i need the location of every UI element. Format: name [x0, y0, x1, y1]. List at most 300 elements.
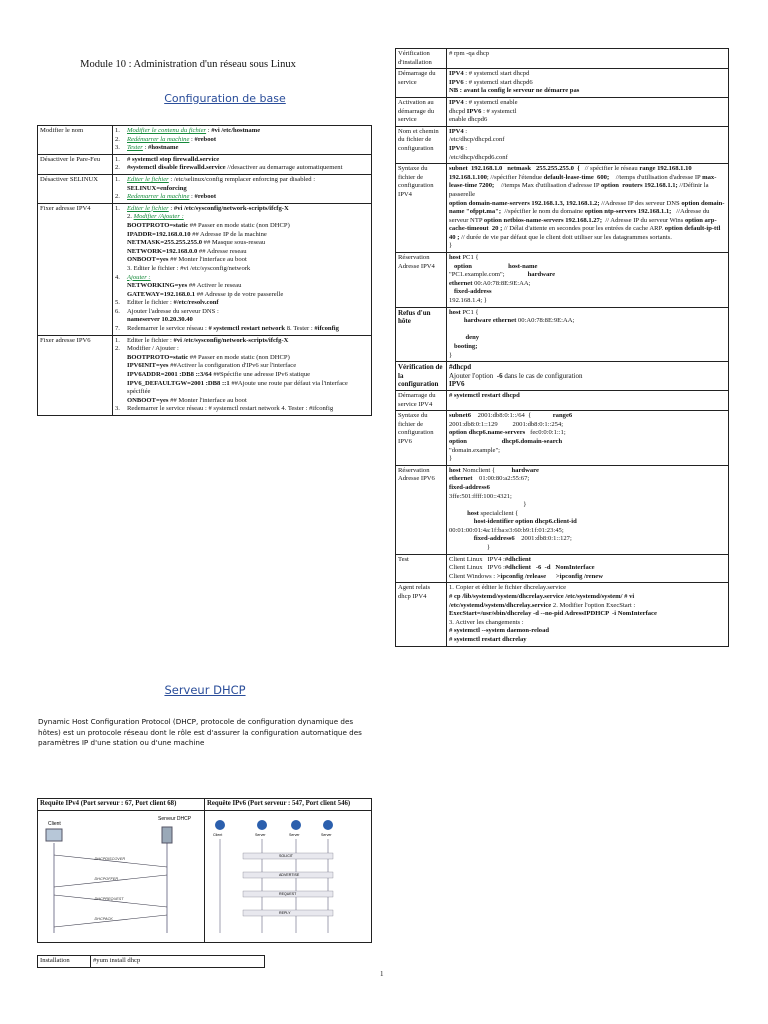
- text-run: hardware: [527, 271, 555, 279]
- text-run: ## Adresse reseau: [197, 247, 247, 255]
- text-run: //Adresse IP des serveur DNS: [599, 199, 682, 207]
- text-run: Editer le fichier :: [127, 336, 174, 344]
- step-number: 1.: [115, 175, 120, 183]
- content-line: [449, 271, 726, 280]
- content-line: [449, 334, 726, 343]
- step-line: [115, 316, 369, 325]
- dhcp-row-label: Nom et chemin du fichier de configuration: [396, 126, 447, 163]
- text-run: ##Spécifie une adresse IPv6 statique: [211, 371, 311, 379]
- text-run: host: [467, 509, 479, 517]
- content-line: [449, 116, 726, 125]
- dhcp-row-label: Réservation Adresse IPV4: [396, 253, 447, 308]
- content-line: [449, 309, 726, 318]
- step-text: [127, 362, 296, 371]
- step-line: [115, 371, 369, 397]
- content-line: [449, 343, 726, 352]
- step-text: [127, 222, 290, 231]
- step-text: [127, 299, 219, 308]
- step-number: [115, 222, 127, 231]
- text-run: // Délai d'attente en secondes pour les entrées de cache ARP.: [502, 225, 665, 233]
- dhcp-row-label: Syntaxe du fichier de configuration IPV6: [396, 411, 447, 466]
- text-run: ## Activer le reseau: [187, 282, 242, 290]
- text-run: [449, 334, 465, 341]
- step-line: [115, 308, 369, 317]
- content-line: [449, 242, 726, 251]
- text-run: Editer le fichier: [127, 175, 169, 183]
- dhcp-row-content: [447, 362, 729, 391]
- text-run: [449, 510, 467, 517]
- config-row-label: Désactiver SELINUX: [38, 174, 113, 203]
- text-run: #dhclient: [504, 555, 531, 563]
- text-run: Redemarrer le service réseau : # systemctl restart network 4. Tester : #ifconfig: [127, 405, 334, 413]
- dhcp-row-content: [447, 49, 729, 69]
- text-run: ## Masque sous-reseau: [202, 239, 266, 247]
- config-row-label: Modifier le nom: [38, 126, 113, 155]
- dhcp-row-label: Refus d'un hôte: [396, 307, 447, 362]
- step-text: [127, 291, 283, 300]
- dhcp-row: [396, 465, 729, 554]
- content-line: [449, 593, 726, 610]
- step-line: [115, 164, 369, 173]
- text-run: # systemctl restart dhcpd: [449, 391, 520, 399]
- step-line: [115, 213, 369, 222]
- content-line: [449, 447, 726, 456]
- config-row: [38, 335, 372, 415]
- text-run: 2. Modifier l'option ExecStart :: [551, 601, 636, 609]
- text-run: [449, 317, 464, 324]
- text-run: option arp-cache-timeout 20 ;: [449, 216, 717, 233]
- dhcp-table: [395, 48, 729, 647]
- dhcp-row-label: Activation au démarrage du service: [396, 97, 447, 126]
- text-run: "domain.example";: [449, 446, 500, 454]
- text-run: #vi /etc/hostname: [211, 127, 261, 134]
- install-command: #yum install dhcp: [91, 956, 265, 968]
- text-run: ethernet: [449, 279, 473, 287]
- text-run: ## Passer en mode static (non DHCP): [188, 221, 290, 229]
- text-run: IPV4: [449, 98, 464, 106]
- step-text: [127, 397, 247, 406]
- node-label: Server: [255, 832, 266, 837]
- text-run: #dhclient -6 -d NomInterface: [504, 564, 595, 572]
- text-run: subnet 192.168.1.0 netmask 255.255.255.0 {: [449, 165, 580, 173]
- text-run: :: [168, 204, 174, 212]
- config-heading: Configuration de base: [164, 92, 286, 105]
- dhcp-row-label: Agent relais dhcp IPV4: [396, 583, 447, 646]
- dhcp-row-content: [447, 390, 729, 410]
- dhcp-row: [396, 554, 729, 583]
- text-run: booting;: [453, 343, 478, 350]
- message-label: DHCPACK: [94, 916, 113, 921]
- content-line: [449, 99, 726, 108]
- content-line: [449, 556, 726, 565]
- message-label: DHCPREQUEST: [94, 896, 124, 901]
- dhcp-row: [396, 583, 729, 646]
- dhcp-row: [396, 69, 729, 98]
- text-run: : # systemctl: [481, 107, 517, 115]
- step-number: 2.: [115, 345, 120, 353]
- ipv4-request-header: Requête IPv4 (Port serveur : 67, Port client 68): [38, 799, 205, 811]
- content-line: [449, 527, 726, 536]
- text-run: #reboot: [194, 193, 217, 201]
- step-text: [127, 265, 250, 274]
- step-number: [115, 231, 127, 240]
- text-run: /etc/dhcp/dhcpd6.conf: [449, 153, 508, 161]
- text-run: dhcpd: [449, 107, 467, 115]
- dhcp-row: [396, 411, 729, 466]
- text-run: range 192.168.1.10 192.168.1.100: [449, 165, 699, 181]
- text-run: IPV6ADDR=2001 :DB8 ::3/64: [127, 371, 212, 379]
- step-line: [115, 176, 369, 185]
- step-line: [115, 337, 369, 346]
- content-line: [449, 564, 726, 573]
- text-run: [467, 438, 502, 445]
- text-run: Modifier le contenu du fichier: [127, 127, 207, 134]
- content-line: [449, 544, 726, 553]
- content-line: [449, 128, 726, 137]
- text-run: Client Linux IPV4 :: [449, 555, 505, 563]
- dhcp-row: [396, 126, 729, 163]
- dhcp-row-content: [447, 126, 729, 163]
- config-row: [38, 154, 372, 174]
- text-run: :: [142, 144, 149, 152]
- text-run: }: [449, 351, 453, 359]
- dhcp-row-content: [447, 97, 729, 126]
- content-line: [449, 79, 726, 88]
- step-line: [115, 248, 369, 257]
- content-line: [449, 50, 726, 59]
- content-line: [449, 263, 726, 272]
- step-text: [127, 205, 289, 214]
- text-run: 192.168.1.4; }: [449, 297, 487, 305]
- text-run: Redémarrer la machine: [127, 135, 190, 143]
- text-run: }: [449, 455, 453, 463]
- text-run: option default-ip-ttl 40 ;: [449, 225, 724, 241]
- content-line: [449, 484, 726, 493]
- text-run: BOOTPROTO=static: [127, 221, 189, 229]
- message-label: DHCPOFFER: [94, 876, 119, 881]
- text-run: fixed-address6: [449, 483, 490, 491]
- content-line: [449, 438, 726, 447]
- content-line: [449, 372, 726, 381]
- server-icon: [162, 827, 172, 843]
- step-number: 1.: [115, 127, 120, 134]
- text-run: default-lease-time 600;: [543, 173, 610, 181]
- step-text: [127, 136, 216, 145]
- text-run: Ajouter l'option: [449, 371, 497, 380]
- text-run: //Définir la passerelle: [449, 182, 711, 198]
- dhcp-row-content: [447, 554, 729, 583]
- step-number: 3.: [115, 144, 120, 152]
- step-text: [127, 282, 241, 291]
- text-run: ; //spécifier l'étendue: [486, 173, 544, 181]
- dhcp-row: [396, 164, 729, 253]
- config-row-steps: [113, 203, 372, 335]
- text-run: /etc/dhcp/dhcpd.conf: [449, 136, 505, 144]
- text-run: ## Monter l'interface au boot: [168, 396, 247, 404]
- dhcp-row: [396, 97, 729, 126]
- dhcp-row-label: Démarrage du service: [396, 69, 447, 98]
- ipv6-diagram-cell: [205, 810, 372, 943]
- step-text: [127, 405, 333, 414]
- ipv6-request-header: Requête IPv6 (Port serveur : 547, Port client 546): [205, 799, 372, 811]
- content-line: [449, 429, 726, 438]
- node-label: Client: [213, 832, 223, 837]
- text-run: option routers 192.168.1.1;: [600, 182, 678, 190]
- step-line: [115, 136, 369, 145]
- step-text: [127, 371, 369, 397]
- step-number: [115, 354, 127, 363]
- step-number: 5.: [115, 299, 120, 307]
- step-number: [115, 213, 127, 222]
- ipv4-diagram-cell: [38, 810, 205, 943]
- dhcp-row-content: [447, 411, 729, 466]
- step-line: [115, 354, 369, 363]
- step-text: [127, 185, 187, 194]
- text-run: : /etc/selinux/config remplacer enforcing par disabled :: [168, 175, 316, 183]
- content-line: [449, 467, 726, 476]
- step-line: [115, 274, 369, 283]
- text-run: :: [463, 144, 468, 152]
- text-run: # rpm -qa dhcp: [449, 50, 490, 57]
- text-run: # systemctl --system daemon-reload: [449, 627, 550, 635]
- dhcp-row-label: Test: [396, 554, 447, 583]
- text-run: // spécifier le réseau: [579, 165, 640, 173]
- step-text: [127, 127, 260, 136]
- step-line: [115, 193, 369, 202]
- text-run: : # systemctl start dhcpd6: [463, 78, 533, 86]
- text-run: 3ffe:501:ffff:100::4321;: [449, 492, 512, 500]
- content-line: [449, 610, 726, 619]
- step-text: [127, 354, 290, 363]
- text-run: #hostname: [148, 144, 179, 152]
- text-run: IPV6: [449, 78, 464, 86]
- step-line: [115, 256, 369, 265]
- text-run: //spécifier le nom du domaine: [501, 208, 585, 216]
- message-label: REQUEST: [279, 891, 297, 896]
- content-line: [449, 380, 726, 389]
- text-run: :: [206, 127, 212, 134]
- text-run: BOOTPROTO=static: [127, 353, 189, 361]
- step-number: [115, 248, 127, 257]
- content-line: [449, 573, 726, 582]
- step-line: [115, 397, 369, 406]
- text-run: IPV4: [449, 127, 464, 135]
- text-run: }: [449, 242, 453, 250]
- text-run: ##Ajoute une route par défaut via l'interface spécifiée: [127, 379, 348, 396]
- config-row-label: Fixer adresse IPV6: [38, 335, 113, 415]
- text-run: ONBOOT=yes: [127, 396, 169, 404]
- step-number: 2.: [115, 164, 120, 172]
- text-run: IPV6INIT=yes: [127, 362, 169, 370]
- text-run: Ajouter :: [127, 273, 151, 281]
- step-number: 1.: [115, 155, 120, 163]
- install-label: Installation: [38, 956, 91, 968]
- text-run: "PC1.example.com";: [449, 271, 528, 279]
- dhcp-intro: Dynamic Host Configuration Protocol (DHCP, protocole de configuration dynamique des hôtes) est un protocole réseau dont le rôle est d'assurer la configuration automatique des paramètres IP d'une station ou d'une machine: [38, 717, 362, 748]
- content-line: [449, 200, 726, 243]
- text-run: #dhcpd: [449, 363, 472, 372]
- content-line: [449, 584, 726, 593]
- text-run: Client Windows :: [449, 572, 497, 580]
- text-run: 2001:db8:0:1::/64 {: [471, 412, 553, 420]
- step-line: [115, 205, 369, 214]
- text-run: :: [189, 135, 195, 143]
- text-run: fixed-address: [453, 288, 492, 296]
- content-line: [449, 421, 726, 430]
- step-line: [115, 325, 369, 334]
- message-label: DHCPDISCOVER: [94, 856, 126, 861]
- step-line: [115, 362, 369, 371]
- text-run: enable dhcpd6: [449, 116, 488, 124]
- text-run: Nomclient {: [460, 466, 512, 474]
- step-line: [115, 231, 369, 240]
- content-line: [449, 288, 726, 297]
- dhcp-diagram-table: [37, 798, 372, 943]
- text-run: Editer le fichier :: [127, 299, 174, 307]
- step-line: [115, 345, 369, 354]
- text-run: : # systemctl enable: [463, 98, 518, 106]
- config-row: [38, 203, 372, 335]
- text-run: IPV4: [449, 70, 464, 78]
- node-icon: [323, 820, 333, 830]
- content-line: [449, 363, 726, 372]
- step-text: [127, 156, 219, 165]
- dhcp-row-label: Vérification de la configuration: [396, 362, 447, 391]
- text-run: :: [463, 127, 468, 135]
- dhcp-row: [396, 49, 729, 69]
- text-run: #/etc/resolv.conf: [173, 299, 219, 307]
- step-number: [115, 291, 127, 300]
- content-line: [449, 352, 726, 361]
- config-row-steps: [113, 126, 372, 155]
- text-run: option domain-name-servers 192.168.1.3, 192.168.1.2;: [449, 199, 600, 207]
- text-run: 3. Editer le fichier : #vi /etc/sysconfig/network: [127, 264, 251, 272]
- text-run: SELINUX=enforcing: [127, 184, 187, 192]
- message-label: SOLICIT: [279, 853, 293, 858]
- text-run: Redemarrer la machine: [127, 193, 190, 201]
- config-row-steps: [113, 154, 372, 174]
- node-icon: [215, 820, 225, 830]
- text-run: ## Monter l'interface au boot: [168, 256, 247, 264]
- text-run: 01:00:80:a2:55:67;: [472, 475, 530, 483]
- step-number: 1.: [115, 204, 120, 212]
- text-run: subnet6: [449, 412, 471, 420]
- text-run: 2001:db8:0:1::127;: [514, 535, 572, 543]
- dhcp-row: [396, 362, 729, 391]
- config-row: [38, 126, 372, 155]
- text-run: GATEWAY=192.168.0.1: [127, 290, 196, 298]
- step-line: [115, 185, 369, 194]
- text-run: ## Adresse ip de votre passerelle: [195, 290, 284, 298]
- config-row-steps: [113, 174, 372, 203]
- step-text: [127, 345, 179, 354]
- server-label: Serveur DHCP: [158, 815, 192, 822]
- step-text: [127, 239, 265, 248]
- text-run: NETMASK=255.255.255.0: [127, 239, 203, 247]
- text-run: }: [449, 501, 527, 509]
- text-run: specialclient {: [478, 509, 519, 517]
- text-run: fec0:0:0:1::1;: [525, 429, 566, 437]
- content-line: [449, 280, 726, 289]
- step-number: 1.: [115, 336, 120, 344]
- page-number: 1: [380, 970, 384, 978]
- step-number: 2.: [115, 135, 120, 143]
- text-run: Client Linux IPV6 :: [449, 564, 505, 572]
- step-text: [127, 164, 342, 173]
- dhcp-row-content: [447, 164, 729, 253]
- dhcp-row-label: Démarrage du service IPV4: [396, 390, 447, 410]
- content-line: [449, 108, 726, 117]
- text-run: host: [449, 466, 461, 474]
- content-line: [449, 297, 726, 306]
- text-run: >ipconfig /release >ipconfig /renew: [496, 572, 603, 580]
- content-line: [449, 619, 726, 628]
- content-line: [449, 136, 726, 145]
- step-text: [127, 176, 315, 185]
- step-text: [127, 193, 216, 202]
- text-run: PC1 {: [460, 254, 479, 262]
- text-run: Ajouter l'adresse du serveur DNS :: [127, 307, 219, 315]
- text-run: option host-name: [453, 262, 538, 270]
- text-run: dhcp6.domain-search: [501, 437, 563, 445]
- text-run: #vi /etc/sysconfig/network-scripts/ifcfg-X: [173, 336, 289, 344]
- step-number: [115, 362, 127, 371]
- text-run: NETWORK=192.168.0.0: [127, 247, 198, 255]
- text-run: :: [189, 193, 195, 201]
- content-line: [449, 455, 726, 464]
- text-run: IPV6: [449, 380, 465, 389]
- text-run: hardware ethernet: [463, 317, 517, 325]
- node-icon: [291, 820, 301, 830]
- text-run: max-lease-time 7200;: [449, 173, 717, 190]
- text-run: // Adresse IP du serveur Wins: [602, 216, 685, 224]
- dhcp-row: [396, 307, 729, 362]
- text-run: ExecStart=/usr/sbin/dhcrelay -d --no-pid AdressIPDHCP -i NomInterface: [449, 610, 657, 618]
- text-run: NB : avant la config le serveur ne démarre pas: [449, 87, 580, 95]
- step-number: [115, 316, 127, 325]
- text-run: ##Activer la configuration d'IPv6 sur l'interface: [168, 362, 297, 370]
- config-row: [38, 174, 372, 203]
- text-run: [449, 326, 451, 333]
- text-run: Modifier / Ajouter :: [127, 345, 179, 353]
- step-number: [115, 239, 127, 248]
- config-table: [37, 125, 372, 416]
- text-run: 3. Activer les changements :: [449, 618, 524, 626]
- content-line: [449, 165, 726, 199]
- step-number: 7.: [115, 325, 120, 333]
- dhcp-row-content: [447, 69, 729, 98]
- text-run: ONBOOT=yes: [127, 256, 169, 264]
- dhcp-row: [396, 390, 729, 410]
- node-label: Server: [289, 832, 300, 837]
- step-number: [115, 256, 127, 265]
- text-run: # systemctl restart network: [208, 325, 286, 333]
- step-text: [127, 337, 288, 346]
- step-text: [127, 231, 267, 240]
- step-line: [115, 405, 369, 414]
- text-run: IPV6_DEFAULTGW=2001 :DB8 ::1: [127, 379, 230, 387]
- config-row-steps: [113, 335, 372, 415]
- text-run: //temps Max d'utilisation d'adresse IP: [494, 182, 601, 190]
- content-line: [449, 535, 726, 544]
- step-text: [127, 256, 247, 265]
- client-label: Client: [48, 820, 61, 827]
- text-run: host: [449, 308, 461, 316]
- step-number: [115, 371, 127, 397]
- text-run: PC1 {: [460, 308, 479, 316]
- step-line: [115, 222, 369, 231]
- step-number: [115, 282, 127, 291]
